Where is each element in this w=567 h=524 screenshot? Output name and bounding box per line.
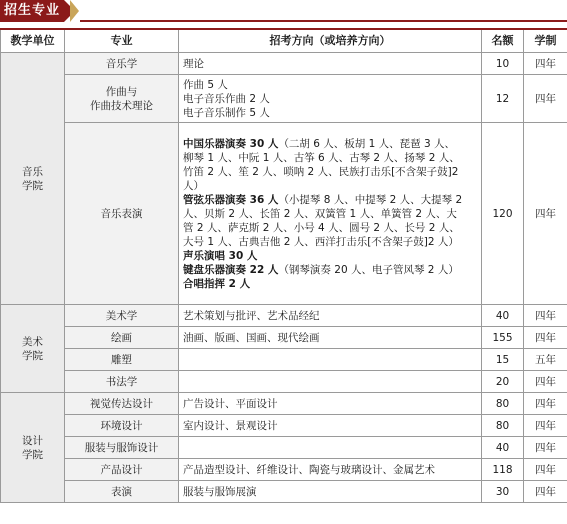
direction-group-detail: （小提琴 8 人、中提琴 2 人、大提琴 2 <box>278 193 463 206</box>
major-cell <box>65 75 179 123</box>
direction-cell <box>179 481 482 503</box>
major-cell <box>65 305 179 327</box>
years-cell: 四年 <box>524 481 567 503</box>
cell-line: 广告设计、平面设计 <box>183 397 278 410</box>
header-quota: 名额 <box>482 29 524 53</box>
cell-line: 雕塑 <box>111 353 132 366</box>
direction-group-title: 管弦乐器演奏 36 人 <box>183 193 279 206</box>
header-years: 学制 <box>524 29 567 53</box>
cell-line: 音乐 <box>22 165 43 178</box>
years-cell: 四年 <box>524 459 567 481</box>
direction-line <box>183 263 477 277</box>
cell-line: 室内设计、景观设计 <box>183 419 278 432</box>
cell-line: 竹笛 2 人、笙 2 人、唢呐 2 人、民族打击乐[不含架子鼓]2 人） <box>183 165 459 192</box>
quota-cell: 118 <box>482 459 524 481</box>
direction-cell <box>179 349 482 371</box>
table-row <box>1 349 567 371</box>
direction-line <box>183 193 477 207</box>
direction-cell <box>179 123 482 305</box>
table-header-row <box>1 29 567 53</box>
quota-cell: 12 <box>482 75 524 123</box>
cell-line: 艺术策划与批评、艺术品经纪 <box>183 309 320 322</box>
table-row <box>1 53 567 75</box>
unit-cell <box>1 305 65 393</box>
banner-arrow-accent-icon <box>70 0 79 22</box>
cell-line: 音乐学 <box>105 57 138 70</box>
table-row <box>1 305 567 327</box>
quota-cell: 80 <box>482 415 524 437</box>
cell-line: 电子音乐制作 5 人 <box>183 106 270 119</box>
direction-cell <box>179 53 482 75</box>
quota-cell: 10 <box>482 53 524 75</box>
cell-line: 电子音乐作曲 2 人 <box>183 92 270 105</box>
direction-cell <box>179 437 482 459</box>
direction-cell <box>179 75 482 123</box>
direction-line <box>183 277 477 291</box>
cell-line: 服装与服饰设计 <box>84 441 159 454</box>
years-cell: 四年 <box>524 75 567 123</box>
cell-line: 学院 <box>22 448 43 461</box>
direction-cell <box>179 371 482 393</box>
cell-line: 设计 <box>22 434 43 447</box>
cell-line: 理论 <box>183 57 204 70</box>
header-major: 专业 <box>65 29 179 53</box>
quota-cell: 40 <box>482 305 524 327</box>
years-cell: 四年 <box>524 437 567 459</box>
table-row <box>1 459 567 481</box>
years-cell: 四年 <box>524 327 567 349</box>
years-cell: 四年 <box>524 415 567 437</box>
quota-cell: 20 <box>482 371 524 393</box>
years-cell: 四年 <box>524 123 567 305</box>
cell-line: 作曲 5 人 <box>183 78 228 91</box>
unit-cell <box>1 53 65 305</box>
direction-group-title: 中国乐器演奏 30 人 <box>183 137 279 150</box>
enrollment-table <box>0 28 567 503</box>
cell-line: 大号 1 人、古典吉他 2 人、西洋打击乐[不含架子鼓]2 人） <box>183 235 459 248</box>
direction-group-detail: （二胡 6 人、板胡 1 人、琵琶 3 人、 <box>278 137 456 150</box>
major-cell <box>65 415 179 437</box>
years-cell: 四年 <box>524 393 567 415</box>
banner-rule <box>80 20 567 22</box>
cell-line: 人、贝斯 2 人、长笛 2 人、双簧管 1 人、单簧管 2 人、大 <box>183 207 457 220</box>
cell-line: 美术学 <box>105 309 138 322</box>
quota-cell: 30 <box>482 481 524 503</box>
quota-cell: 155 <box>482 327 524 349</box>
table-row <box>1 123 567 305</box>
cell-line: 产品造型设计、纤维设计、陶瓷与玻璃设计、金属艺术 <box>183 463 435 476</box>
unit-cell <box>1 393 65 503</box>
header-direction: 招考方向（或培养方向） <box>179 29 482 53</box>
table-row <box>1 75 567 123</box>
direction-cell <box>179 459 482 481</box>
cell-line: 柳琴 1 人、中阮 1 人、古筝 6 人、古琴 2 人、扬琴 2 人、 <box>183 151 460 164</box>
direction-line <box>183 137 477 151</box>
quota-cell: 120 <box>482 123 524 305</box>
cell-line: 油画、版画、国画、现代绘画 <box>183 331 320 344</box>
table-row <box>1 393 567 415</box>
direction-group-detail: （钢琴演奏 20 人、电子管风琴 2 人） <box>278 263 459 276</box>
major-cell <box>65 327 179 349</box>
cell-line: 视觉传达设计 <box>90 397 153 410</box>
major-cell <box>65 371 179 393</box>
major-cell <box>65 53 179 75</box>
cell-line: 表演 <box>111 485 132 498</box>
direction-cell <box>179 393 482 415</box>
major-cell <box>65 123 179 305</box>
table-row <box>1 415 567 437</box>
major-cell <box>65 349 179 371</box>
table-row <box>1 437 567 459</box>
table-row <box>1 327 567 349</box>
table-row <box>1 371 567 393</box>
header-unit: 教学单位 <box>1 29 65 53</box>
direction-cell <box>179 415 482 437</box>
years-cell: 五年 <box>524 349 567 371</box>
cell-line: 音乐表演 <box>100 207 143 220</box>
direction-line <box>183 249 477 263</box>
quota-cell: 40 <box>482 437 524 459</box>
table-body <box>1 53 567 503</box>
quota-cell: 80 <box>482 393 524 415</box>
section-title: 招生专业 <box>0 0 64 22</box>
major-cell <box>65 393 179 415</box>
years-cell: 四年 <box>524 371 567 393</box>
cell-line: 作曲技术理论 <box>90 99 153 112</box>
cell-line: 绘画 <box>111 331 132 344</box>
direction-cell <box>179 305 482 327</box>
cell-line: 产品设计 <box>100 463 143 476</box>
direction-group-title: 声乐演唱 30 人 <box>183 249 258 262</box>
cell-line: 书法学 <box>105 375 138 388</box>
years-cell: 四年 <box>524 53 567 75</box>
major-cell <box>65 459 179 481</box>
cell-line: 美术 <box>22 335 43 348</box>
cell-line: 服装与服饰展演 <box>183 485 257 498</box>
cell-line: 管 2 人、萨克斯 2 人、小号 4 人、圆号 2 人、长号 2 人、 <box>183 221 460 234</box>
direction-group-title: 键盘乐器演奏 22 人 <box>183 263 279 276</box>
direction-group-title: 合唱指挥 2 人 <box>183 277 251 290</box>
direction-cell <box>179 327 482 349</box>
cell-line: 学院 <box>22 349 43 362</box>
cell-line: 环境设计 <box>100 419 143 432</box>
quota-cell: 15 <box>482 349 524 371</box>
major-cell <box>65 481 179 503</box>
years-cell: 四年 <box>524 305 567 327</box>
major-cell <box>65 437 179 459</box>
cell-line: 作曲与 <box>105 85 138 98</box>
cell-line: 学院 <box>22 179 43 192</box>
section-banner <box>0 0 80 22</box>
table-row <box>1 481 567 503</box>
